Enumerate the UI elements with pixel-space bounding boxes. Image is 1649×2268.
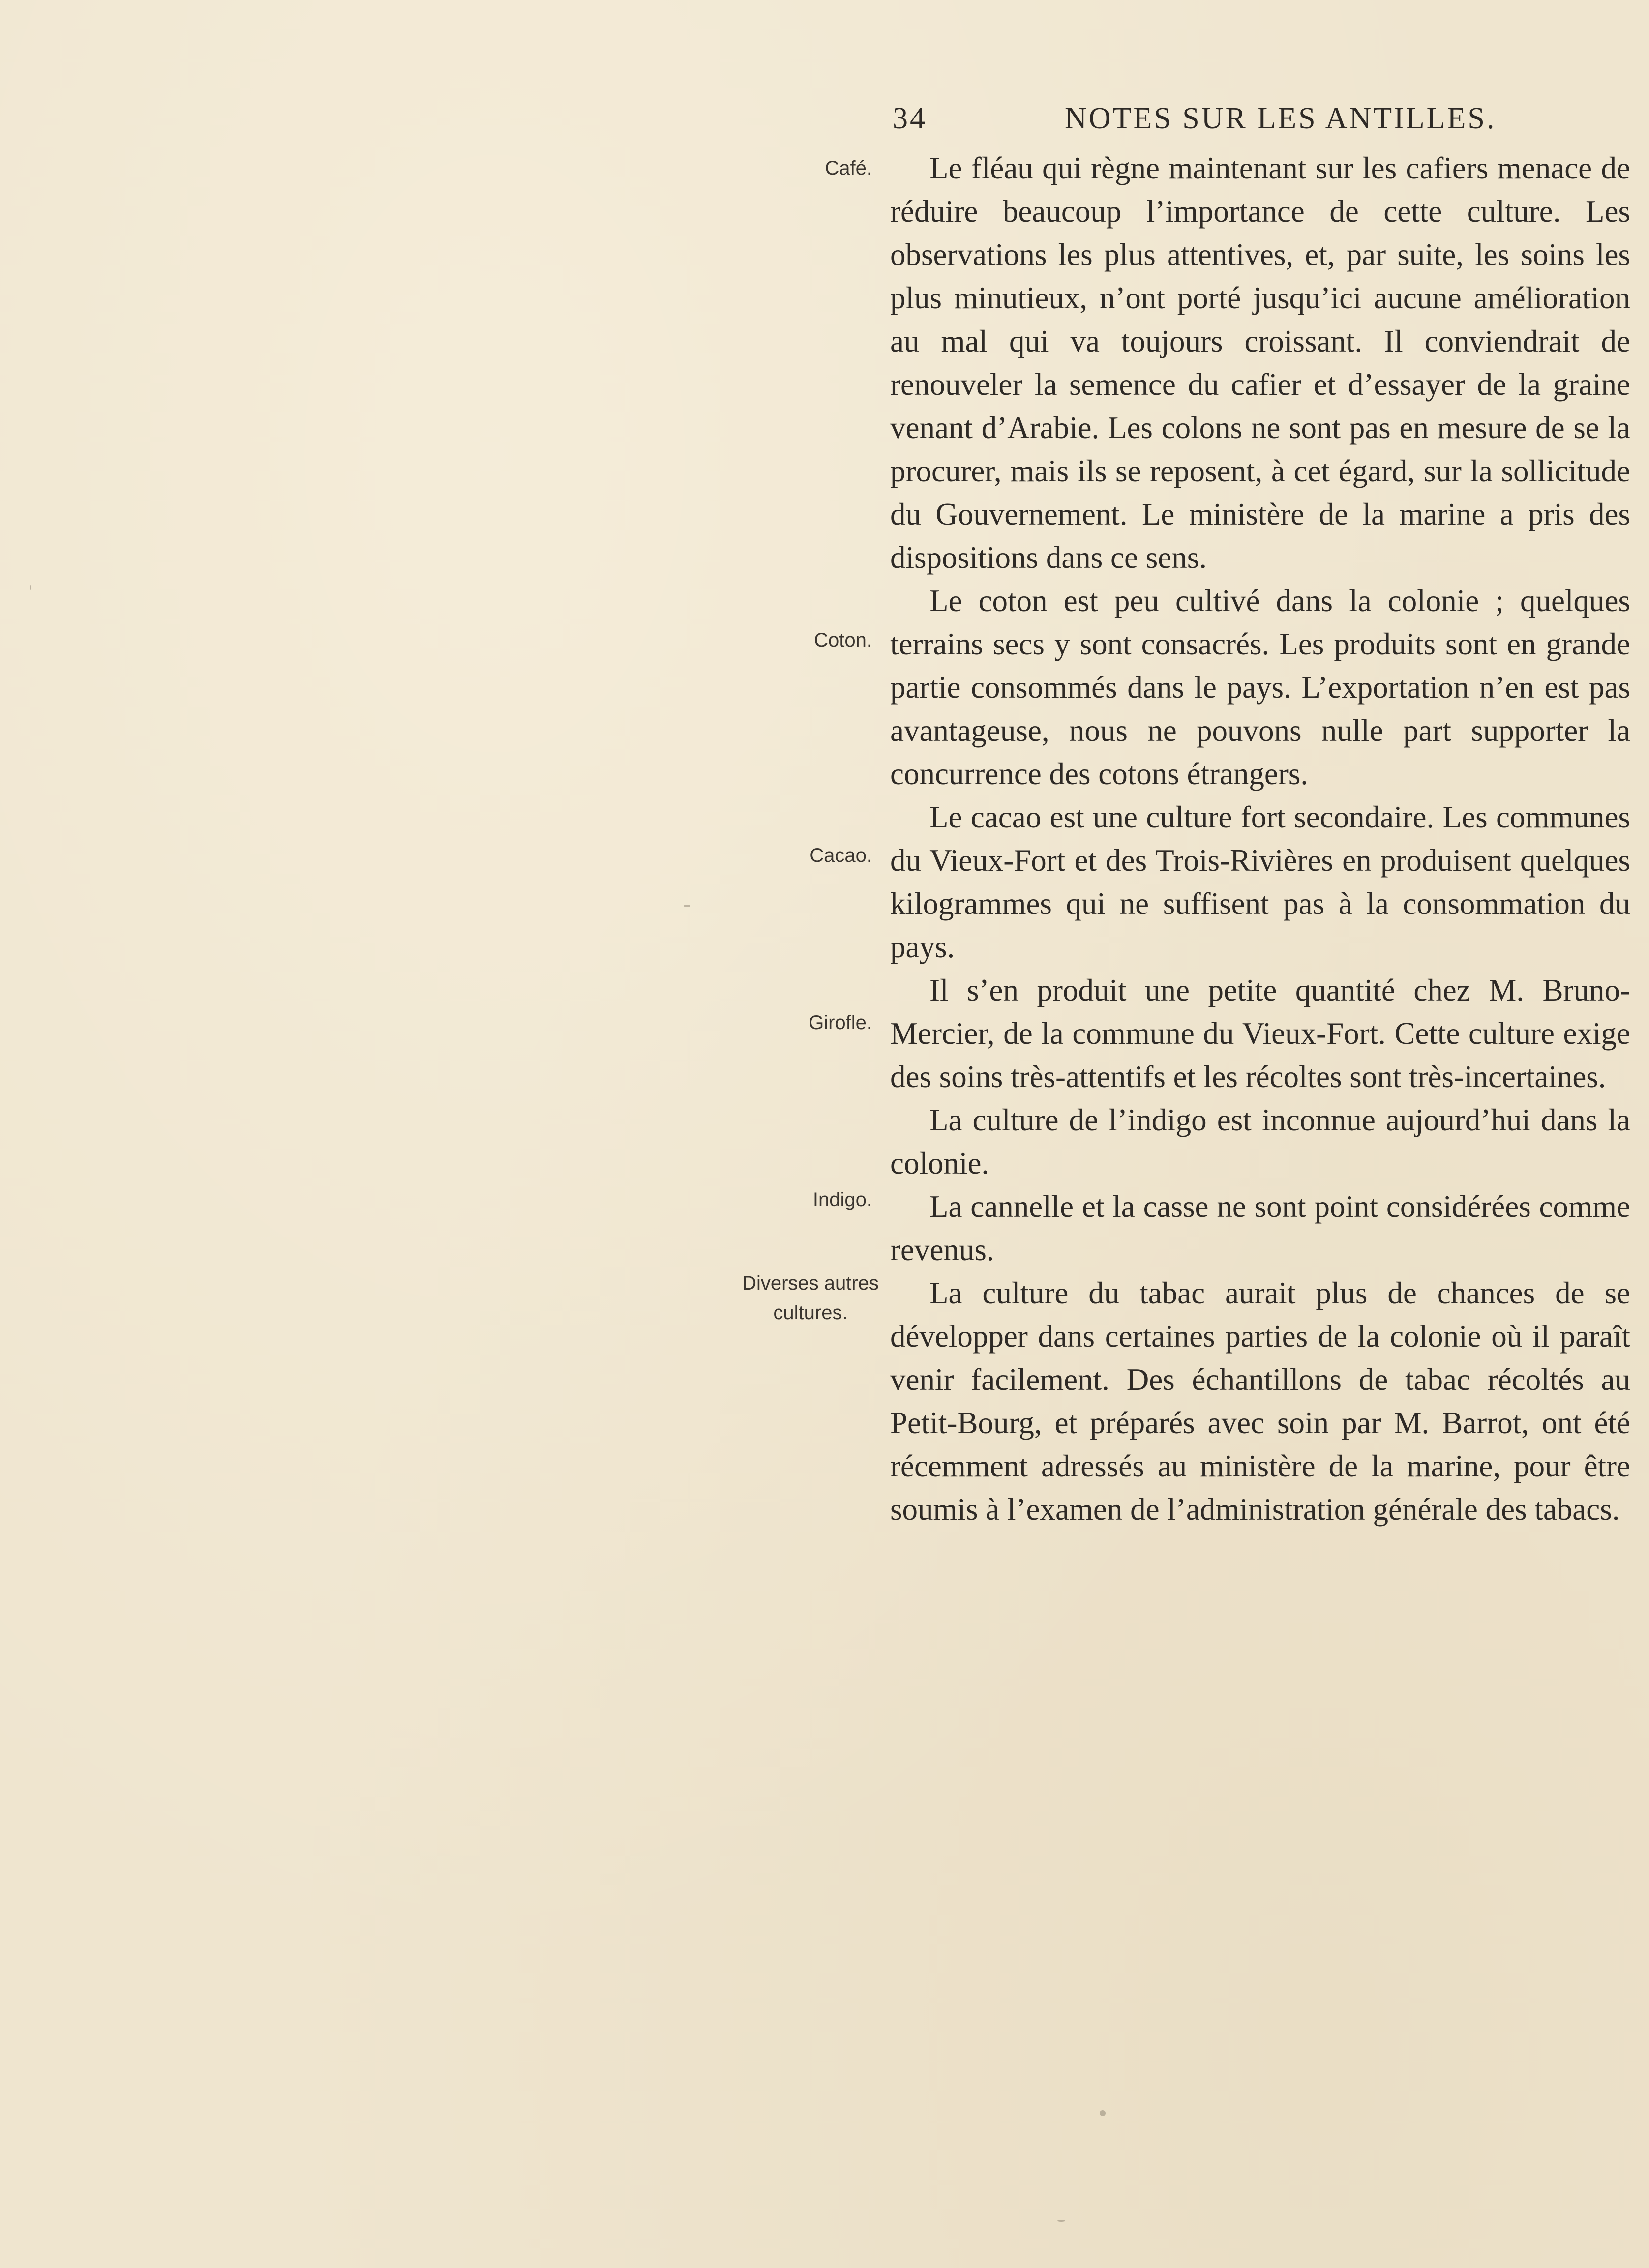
marginal-note-line: Girofle.: [809, 1012, 872, 1033]
marginal-note-line: cultures.: [773, 1302, 848, 1324]
paragraph-autres-cultures: La cannelle et la casse ne sont point considérées comme revenus.: [890, 1189, 1630, 1267]
body-text: [890, 147, 1630, 1531]
marginal-note-line: Café.: [825, 157, 872, 179]
paper-speck: [1057, 2220, 1065, 2222]
marginal-note-line: Diverses autres: [742, 1272, 879, 1294]
paragraph-cacao: Le cacao est une culture fort secondaire. Les communes du Vieux-Fort et des Trois-Rivières en produisent quelques kilogrammes qui ne suffisent pas à la consommation du pays.: [890, 800, 1630, 964]
paper-speck: [30, 585, 31, 590]
paragraph-girofle: Il s’en produit une petite quantité chez M. Bruno-Mercier, de la commune du Vieux-Fort. Cette culture exige des soins très-attentifs et les récoltes sont très-incertaines.: [890, 973, 1630, 1094]
marginal-note-cafe: [710, 153, 872, 183]
paragraph-indigo: La culture de l’indigo est inconnue aujourd’hui dans la colonie.: [890, 1103, 1630, 1180]
paragraph-cafe: Le fléau qui règne maintenant sur les cafiers menace de réduire beaucoup l’importance de cette culture. Les observations les plus attentives, et, par suite, les soins les plus minutieux, n’ont porté jusqu’ici aucune amélioration au mal qui va toujours croissant. Il conviendrait de renouveler la semence du cafier et d’essayer de la graine venant d’Arabie. Les colons ne sont pas en mesure de se la procurer, mais ils se reposent, à cet égard, sur la sollicitude du Gouvernement. Le ministère de la marine a pris des dispositions dans ce sens.: [890, 151, 1630, 575]
marginal-note-line: Indigo.: [812, 1189, 872, 1210]
running-head: [893, 96, 1497, 141]
paper-speck: [684, 905, 690, 907]
marginal-note-indigo: [710, 1185, 872, 1214]
marginal-note-girofle: [710, 1008, 872, 1037]
marginal-note-line: Coton.: [814, 629, 872, 651]
marginal-note-line: Cacao.: [810, 845, 872, 866]
marginal-note-coton: [710, 625, 872, 655]
page-number: 34: [893, 102, 927, 135]
marginal-note-cacao: [710, 841, 872, 870]
paragraph-coton: Le coton est peu cultivé dans la colonie ; quelques terrains secs y sont consacrés. Les produits sont en grande partie consommés dans le pays. L’exportation n’en est pas avantageuse, nous ne pouvons nulle part supporter la concurrence des cotons étrangers.: [890, 584, 1630, 791]
marginal-note-diverses-cultures: [737, 1268, 884, 1327]
paper-speck: [1100, 2110, 1106, 2116]
running-title: NOTES SUR LES ANTILLES.: [1065, 102, 1497, 135]
paragraph-tabac: La culture du tabac aurait plus de chances de se développer dans certaines parties de la colonie où il paraît venir facilement. Des échantillons de tabac récoltés au Petit-Bourg, et préparés avec soin par M. Barrot, ont été récemment adressés au ministère de la marine, pour être soumis à l’examen de l’administration générale des tabacs.: [890, 1276, 1630, 1527]
